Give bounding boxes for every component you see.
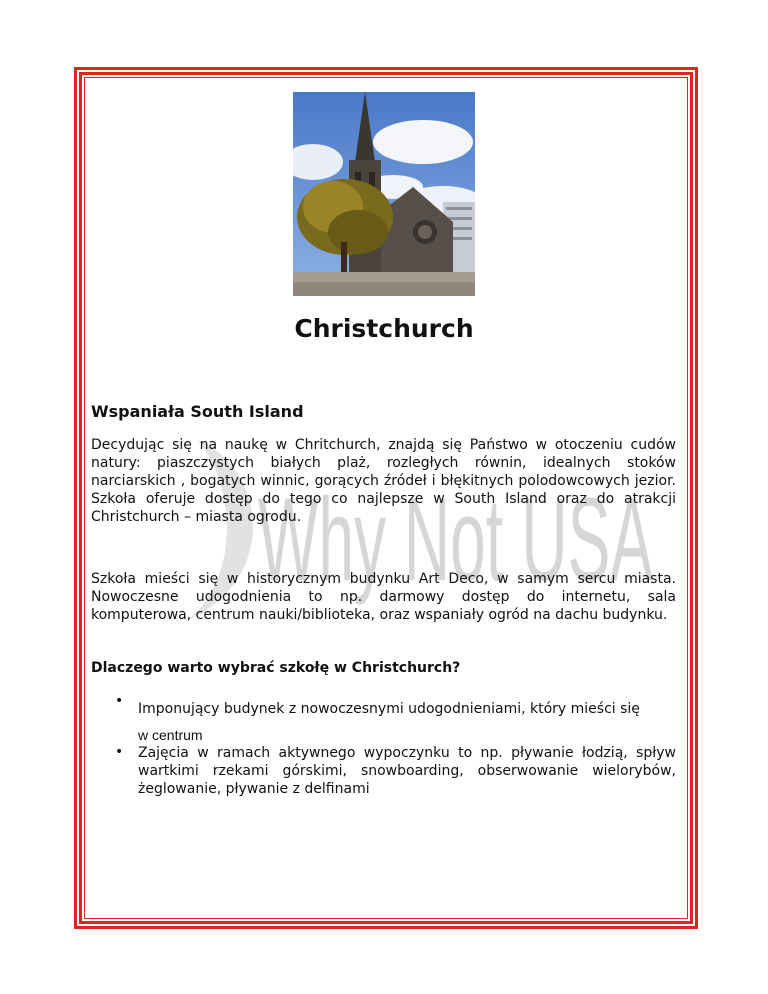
section-heading-why-choose: Dlaczego warto wybrać szkołę w Christchurch? bbox=[91, 660, 461, 676]
bullet-icon: • bbox=[115, 744, 124, 760]
bullet-item-building bbox=[138, 693, 676, 745]
cathedral-photo bbox=[293, 92, 475, 296]
bullet-item-activities: Zajęcia w ramach aktywnego wypoczynku to np. pływanie łodzią, spływ wartkimi rzekami górskimi, snowboarding, obserwowanie wielorybów, żeglowanie, pływanie z delfinami bbox=[138, 745, 676, 797]
intro-paragraph: Decydując się na naukę w Chritchurch, znajdą się Państwo w otoczeniu cudów natury: piaszczystych białych plaż, rozległych równin, idealnych stoków narciarskich , bogatych winnic, gorących źródeł i błękitnych polodowcowych jezior. Szkoła oferuje dostęp do tego co najlepsze w South Island oraz do atrakcji Christchurch – miasta ogrodu. bbox=[91, 437, 676, 525]
bullet-icon: • bbox=[115, 693, 124, 709]
bullet-item-text: Imponujący budynek z nowoczesnymi udogodnieniami, który mieści się bbox=[138, 701, 640, 717]
school-paragraph: Szkoła mieści się w historycznym budynku Art Deco, w samym sercu miasta. Nowoczesne udogodnienia to np. darmowy dostęp do internetu, sala komputerowa, centrum nauki/biblioteka, oraz wspaniały ogród na dachu budynku. bbox=[91, 571, 676, 623]
bullet-item-text-continued: w centrum bbox=[138, 727, 203, 743]
page-title: Christchurch bbox=[294, 314, 474, 343]
watermark-text: Why Not USA bbox=[258, 474, 654, 606]
section-heading-south-island: Wspaniała South Island bbox=[91, 402, 304, 421]
